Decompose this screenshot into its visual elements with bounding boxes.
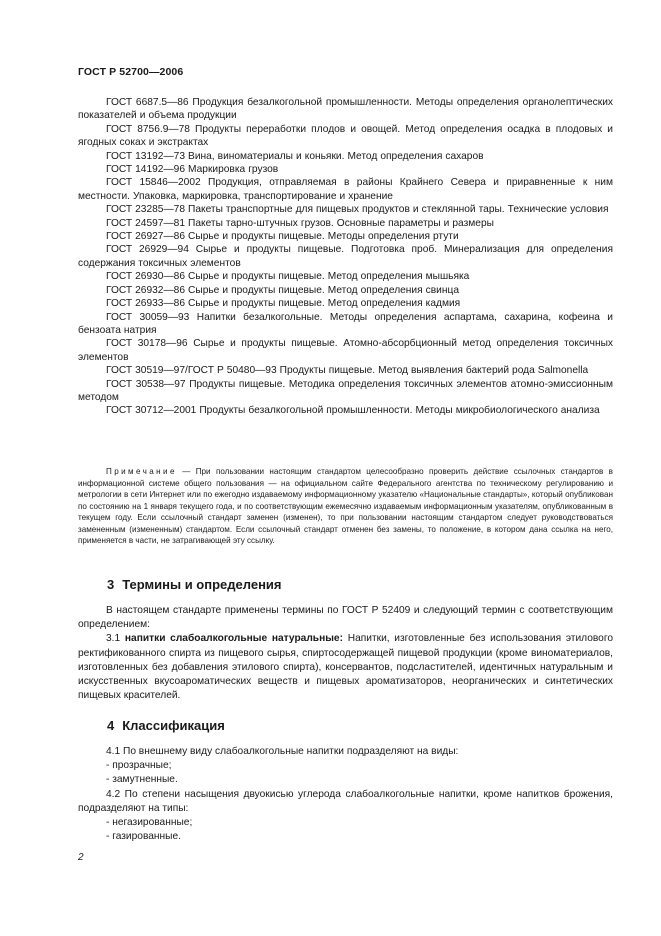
reference-item: ГОСТ 30519—97/ГОСТ Р 50480—93 Продукты пищевые. Метод выявления бактерий рода Salmonella (106, 365, 589, 377)
reference-item: ГОСТ 14192—96 Маркировка грузов (106, 164, 279, 176)
reference-item: ГОСТ 30538—97 Продукты пищевые. Методика определения токсичных элементов атомно-эмиссионным методом (78, 378, 613, 403)
reference-item: ГОСТ 26933—86 Сырье и продукты пищевые. Метод определения кадмия (106, 298, 461, 310)
page-number: 2 (78, 852, 84, 863)
clause-4-2: 4.2 По степени насыщения двуокисью углерода слабоалкогольные напитки, кроме напитков брожения, подразделяют на типы: (78, 788, 613, 814)
reference-item: ГОСТ 15846—2002 Продукция, отправляемая в районы Крайнего Севера и приравненные к ним местности. Упаковка, маркировка, транспортирование и хранение (78, 177, 613, 202)
note-label: Примечание (106, 467, 177, 476)
reference-item: ГОСТ 26932—86 Сырье и продукты пищевые. Метод определения свинца (106, 284, 459, 296)
term-definition (78, 632, 613, 703)
section-3-heading (107, 577, 282, 592)
reference-item: ГОСТ 30712—2001 Продукты безалкогольной промышленности. Методы микробиологического анализа (106, 405, 600, 417)
list-item: - прозрачные; (106, 760, 172, 772)
reference-item: ГОСТ 23285—78 Пакеты транспортные для пищевых продуктов и стеклянной тары. Технические условия (106, 204, 609, 216)
list-item: - газированные. (106, 831, 181, 843)
section-3-body (78, 604, 613, 703)
reference-item: ГОСТ 30178—96 Сырье и продукты пищевые. Атомно-абсорбционный метод определения токсичных элементов (78, 338, 613, 363)
reference-item: ГОСТ 13192—73 Вина, виноматериалы и коньяки. Метод определения сахаров (106, 150, 484, 162)
section-3-intro: В настоящем стандарте применены термины по ГОСТ Р 52409 и следующий термин с соответствующим определением: (78, 605, 613, 631)
reference-item: ГОСТ 30059—93 Напитки безалкогольные. Методы определения аспартама, сахарина, кофеина и бензоата натрия (78, 311, 613, 336)
list-item: - негазированные; (106, 817, 193, 829)
reference-item: ГОСТ 24597—81 Пакеты тарно-штучных грузов. Основные параметры и размеры (106, 217, 494, 229)
reference-item: ГОСТ 26927—86 Сырье и продукты пищевые. Методы определения ртути (106, 231, 459, 243)
section-title: Термины и определения (122, 577, 282, 592)
reference-item: ГОСТ 6687.5—86 Продукция безалкогольной промышленности. Методы определения органолептических показателей и объема продукции (78, 97, 613, 122)
note-text: — При пользовании настоящим стандартом целесообразно проверить действие ссылочных стандартов в информационной системе общего пользования — на официальном сайте Федерального агентства по техническому регулированию и метрологии в сети Интернет или по ежегодно издаваемому информационному указателю «Национальные стандарты», который опубликован по состоянию на 1 января текущего года, и по соответствующим ежемесячно издаваемым информационным указателям, опубликованным в текущем году. Если ссылочный стандарт заменен (изменен), то при пользовании настоящим стандартом следует руководствоваться замененным (измененным) стандартом. Если ссылочный стандарт отменен без замены, то положение, в котором дана ссылка на него, применяется в части, не затрагивающей эту ссылку. (78, 467, 613, 545)
section-4-heading (107, 718, 225, 733)
list-item: - замутненные. (106, 774, 178, 786)
reference-item: ГОСТ 26930—86 Сырье и продукты пищевые. Метод определения мышьяка (106, 271, 470, 283)
section-number: 4 (107, 718, 115, 733)
section-4-body (78, 745, 613, 844)
term-text: Напитки, изготовленные без использования этилового ректификованного спирта из пищевого сырья, спиртосодержащей пищевой продукции (кроме виноматериалов, изготовленных без добавления этилового спирта), консервантов, подсластителей, идентичных натуральным и искусственных вкусоароматических веществ и пищевых ароматизаторов, неорганических и синтетических пищевых красителей. (78, 633, 613, 702)
reference-item: ГОСТ 8756.9—78 Продукты переработки плодов и овощей. Метод определения осадка в плодовых и ягодных соках и экстрактах (78, 123, 613, 149)
reference-item: ГОСТ 26929—94 Сырье и продукты пищевые. Подготовка проб. Минерализация для определения содержания токсичных элементов (78, 244, 613, 269)
note-paragraph (78, 466, 613, 547)
normative-references-list (78, 96, 613, 418)
document-header: ГОСТ Р 52700—2006 (78, 66, 184, 78)
term-number: 3.1 (106, 633, 125, 645)
clause-4-1: 4.1 По внешнему виду слабоалкогольные напитки подразделяют на виды: (106, 746, 459, 757)
section-number: 3 (107, 577, 115, 592)
section-title: Классификация (122, 718, 225, 733)
term-name: напитки слабоалкогольные натуральные: (124, 633, 343, 645)
